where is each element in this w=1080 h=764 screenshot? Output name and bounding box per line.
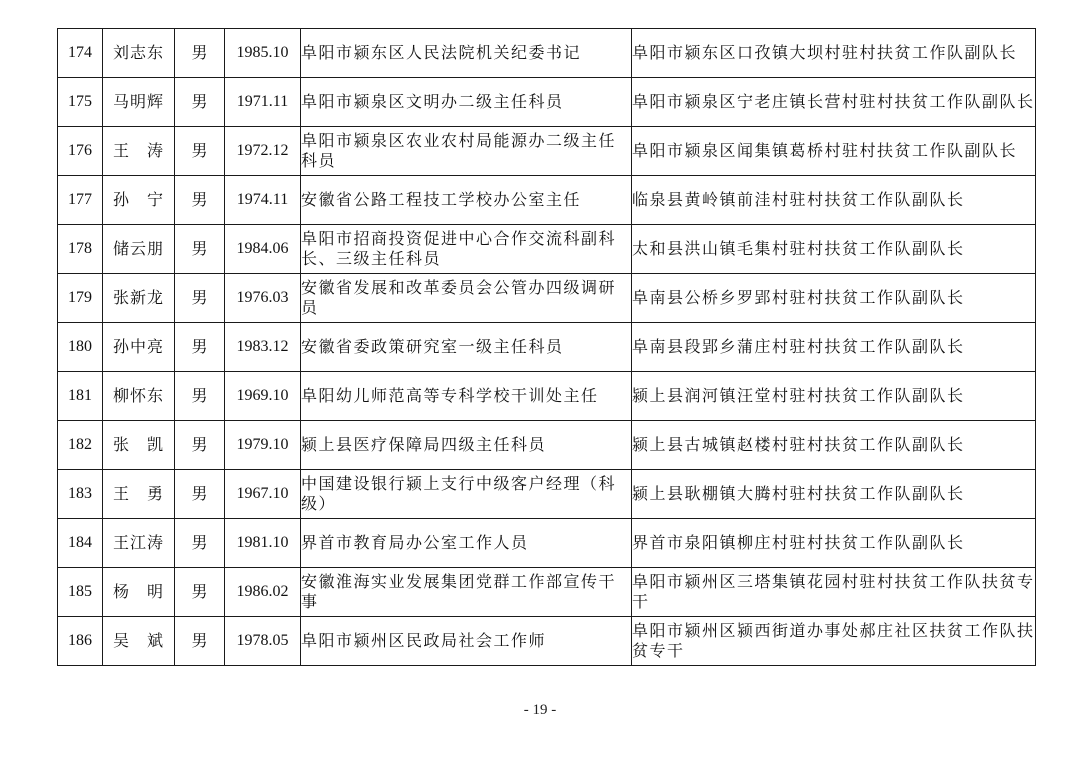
work-unit-cell-text: 阜阳市颍泉区农业农村局能源办二级主任科员 (301, 131, 617, 170)
table-row (58, 78, 1036, 127)
birth-date-cell-text: 1972.12 (236, 142, 289, 159)
name-cell-text: 马明辉 (112, 92, 164, 111)
birth-date-cell-text: 1976.03 (236, 289, 289, 306)
birth-date-cell-text: 1971.11 (236, 93, 289, 110)
gender-cell-text: 男 (191, 631, 208, 650)
gender-cell (175, 568, 225, 617)
gender-cell (175, 519, 225, 568)
birth-date-cell (225, 29, 301, 78)
work-unit-cell-text: 阜阳市招商投资促进中心合作交流科副科长、三级主任科员 (301, 229, 617, 268)
work-unit-cell (301, 78, 632, 127)
name-cell (103, 372, 175, 421)
assignment-cell (632, 29, 1036, 78)
table-body (58, 29, 1036, 666)
row-number-cell-text: 181 (68, 387, 92, 404)
row-number-cell-text: 179 (68, 289, 92, 306)
gender-cell (175, 323, 225, 372)
assignment-cell (632, 78, 1036, 127)
row-number-cell (58, 372, 103, 421)
name-cell (103, 519, 175, 568)
work-unit-cell (301, 127, 632, 176)
birth-date-cell-text: 1981.10 (236, 534, 289, 551)
birth-date-cell (225, 470, 301, 519)
work-unit-cell (301, 176, 632, 225)
work-unit-cell-text: 界首市教育局办公室工作人员 (301, 533, 529, 552)
gender-cell (175, 274, 225, 323)
name-cell (103, 274, 175, 323)
work-unit-cell (301, 421, 632, 470)
birth-date-cell (225, 225, 301, 274)
row-number-cell (58, 225, 103, 274)
row-number-cell-text: 175 (68, 93, 92, 110)
work-unit-cell-text: 阜阳幼儿师范高等专科学校干训处主任 (301, 386, 599, 405)
birth-date-cell-text: 1967.10 (236, 485, 289, 502)
assignment-cell-text: 阜阳市颍东区口孜镇大坝村驻村扶贫工作队副队长 (632, 43, 1018, 62)
name-cell-text: 王 勇 (112, 484, 164, 503)
gender-cell-text: 男 (191, 386, 208, 405)
name-cell (103, 421, 175, 470)
gender-cell (175, 421, 225, 470)
gender-cell (175, 176, 225, 225)
table-row (58, 372, 1036, 421)
gender-cell-text: 男 (191, 582, 208, 601)
table-row (58, 519, 1036, 568)
assignment-cell-text: 阜南县公桥乡罗郢村驻村扶贫工作队副队长 (632, 288, 965, 307)
work-unit-cell (301, 372, 632, 421)
row-number-cell (58, 127, 103, 176)
row-number-cell-text: 176 (68, 142, 92, 159)
work-unit-cell-text: 颍上县医疗保障局四级主任科员 (301, 435, 547, 454)
gender-cell-text: 男 (191, 141, 208, 160)
birth-date-cell-text: 1985.10 (236, 44, 289, 61)
page-number: - 19 - (523, 702, 557, 718)
gender-cell-text: 男 (191, 92, 208, 111)
assignment-cell (632, 470, 1036, 519)
row-number-cell (58, 519, 103, 568)
assignment-cell (632, 274, 1036, 323)
birth-date-cell (225, 78, 301, 127)
name-cell (103, 176, 175, 225)
row-number-cell (58, 470, 103, 519)
name-cell-text: 孙中亮 (112, 337, 164, 356)
birth-date-cell-text: 1969.10 (236, 387, 289, 404)
assignment-cell (632, 519, 1036, 568)
gender-cell (175, 225, 225, 274)
birth-date-cell-text: 1979.10 (236, 436, 289, 453)
row-number-cell (58, 421, 103, 470)
name-cell (103, 323, 175, 372)
work-unit-cell (301, 29, 632, 78)
assignment-cell (632, 372, 1036, 421)
name-cell-text: 杨 明 (112, 582, 164, 601)
row-number-cell (58, 274, 103, 323)
work-unit-cell-text: 安徽淮海实业发展集团党群工作部宣传干事 (301, 572, 617, 611)
gender-cell-text: 男 (191, 337, 208, 356)
assignment-cell (632, 323, 1036, 372)
work-unit-cell (301, 225, 632, 274)
assignment-cell-text: 阜阳市颍泉区宁老庄镇长营村驻村扶贫工作队副队长 (632, 92, 1035, 111)
row-number-cell-text: 177 (68, 191, 92, 208)
row-number-cell-text: 178 (68, 240, 92, 257)
name-cell (103, 29, 175, 78)
assignment-cell (632, 421, 1036, 470)
name-cell (103, 617, 175, 666)
name-cell-text: 张新龙 (112, 288, 164, 307)
assignment-cell (632, 176, 1036, 225)
gender-cell-text: 男 (191, 484, 208, 503)
work-unit-cell-text: 安徽省委政策研究室一级主任科员 (301, 337, 564, 356)
table-row (58, 323, 1036, 372)
work-unit-cell-text: 中国建设银行颍上支行中级客户经理（科级） (301, 474, 617, 513)
work-unit-cell-text: 阜阳市颍泉区文明办二级主任科员 (301, 92, 564, 111)
birth-date-cell-text: 1978.05 (236, 632, 289, 649)
birth-date-cell (225, 323, 301, 372)
row-number-cell (58, 568, 103, 617)
table-row (58, 568, 1036, 617)
gender-cell (175, 617, 225, 666)
table-row (58, 176, 1036, 225)
gender-cell-text: 男 (191, 533, 208, 552)
name-cell-text: 张 凯 (112, 435, 164, 454)
row-number-cell (58, 78, 103, 127)
gender-cell (175, 127, 225, 176)
birth-date-cell (225, 617, 301, 666)
name-cell-text: 孙 宁 (112, 190, 164, 209)
assignment-cell (632, 225, 1036, 274)
table-row (58, 470, 1036, 519)
table-row (58, 274, 1036, 323)
assignment-cell-text: 阜南县段郢乡蒲庄村驻村扶贫工作队副队长 (632, 337, 965, 356)
birth-date-cell (225, 274, 301, 323)
work-unit-cell (301, 519, 632, 568)
table-row (58, 127, 1036, 176)
assignment-cell-text: 临泉县黄岭镇前洼村驻村扶贫工作队副队长 (632, 190, 965, 209)
assignment-cell-text: 颍上县耿棚镇大腾村驻村扶贫工作队副队长 (632, 484, 965, 503)
row-number-cell (58, 617, 103, 666)
name-cell (103, 127, 175, 176)
work-unit-cell-text: 阜阳市颍州区民政局社会工作师 (301, 631, 547, 650)
row-number-cell-text: 180 (68, 338, 92, 355)
name-cell-text: 王 涛 (112, 141, 164, 160)
name-cell (103, 78, 175, 127)
row-number-cell-text: 183 (68, 485, 92, 502)
assignment-cell-text: 界首市泉阳镇柳庄村驻村扶贫工作队副队长 (632, 533, 965, 552)
gender-cell (175, 29, 225, 78)
name-cell (103, 470, 175, 519)
work-unit-cell (301, 617, 632, 666)
row-number-cell-text: 184 (68, 534, 92, 551)
birth-date-cell (225, 519, 301, 568)
birth-date-cell (225, 372, 301, 421)
work-unit-cell (301, 274, 632, 323)
work-unit-cell-text: 安徽省发展和改革委员会公管办四级调研员 (301, 278, 617, 317)
birth-date-cell (225, 127, 301, 176)
table-row (58, 617, 1036, 666)
gender-cell-text: 男 (191, 239, 208, 258)
name-cell (103, 225, 175, 274)
gender-cell (175, 470, 225, 519)
table-row (58, 29, 1036, 78)
gender-cell (175, 78, 225, 127)
name-cell-text: 王江涛 (112, 533, 164, 552)
gender-cell-text: 男 (191, 43, 208, 62)
assignment-cell (632, 568, 1036, 617)
birth-date-cell (225, 421, 301, 470)
birth-date-cell-text: 1974.11 (236, 191, 289, 208)
assignment-cell-text: 太和县洪山镇毛集村驻村扶贫工作队副队长 (632, 239, 965, 258)
table-row (58, 225, 1036, 274)
assignment-cell-text: 阜阳市颍州区三塔集镇花园村驻村扶贫工作队扶贫专干 (632, 572, 1035, 611)
name-cell-text: 吴 斌 (112, 631, 164, 650)
row-number-cell (58, 29, 103, 78)
assignment-cell (632, 617, 1036, 666)
work-unit-cell-text: 安徽省公路工程技工学校办公室主任 (301, 190, 582, 209)
row-number-cell (58, 323, 103, 372)
table-row (58, 421, 1036, 470)
gender-cell (175, 372, 225, 421)
gender-cell-text: 男 (191, 288, 208, 307)
gender-cell-text: 男 (191, 435, 208, 454)
work-unit-cell (301, 323, 632, 372)
name-cell-text: 刘志东 (112, 43, 164, 62)
row-number-cell-text: 182 (68, 436, 92, 453)
birth-date-cell-text: 1984.06 (236, 240, 289, 257)
work-unit-cell (301, 470, 632, 519)
birth-date-cell (225, 568, 301, 617)
birth-date-cell-text: 1983.12 (236, 338, 289, 355)
assignment-cell-text: 阜阳市颍泉区闻集镇葛桥村驻村扶贫工作队副队长 (632, 141, 1018, 160)
birth-date-cell (225, 176, 301, 225)
name-cell-text: 储云朋 (112, 239, 164, 258)
assignment-cell (632, 127, 1036, 176)
row-number-cell-text: 185 (68, 583, 92, 600)
name-cell-text: 柳怀东 (112, 386, 164, 405)
row-number-cell-text: 186 (68, 632, 92, 649)
gender-cell-text: 男 (191, 190, 208, 209)
personnel-table (57, 28, 1036, 666)
assignment-cell-text: 阜阳市颍州区颍西街道办事处郝庄社区扶贫工作队扶贫专干 (632, 621, 1035, 660)
row-number-cell-text: 174 (68, 44, 92, 61)
work-unit-cell (301, 568, 632, 617)
assignment-cell-text: 颍上县古城镇赵楼村驻村扶贫工作队副队长 (632, 435, 965, 454)
assignment-cell-text: 颍上县润河镇汪堂村驻村扶贫工作队副队长 (632, 386, 965, 405)
row-number-cell (58, 176, 103, 225)
work-unit-cell-text: 阜阳市颍东区人民法院机关纪委书记 (301, 43, 582, 62)
birth-date-cell-text: 1986.02 (236, 583, 289, 600)
name-cell (103, 568, 175, 617)
